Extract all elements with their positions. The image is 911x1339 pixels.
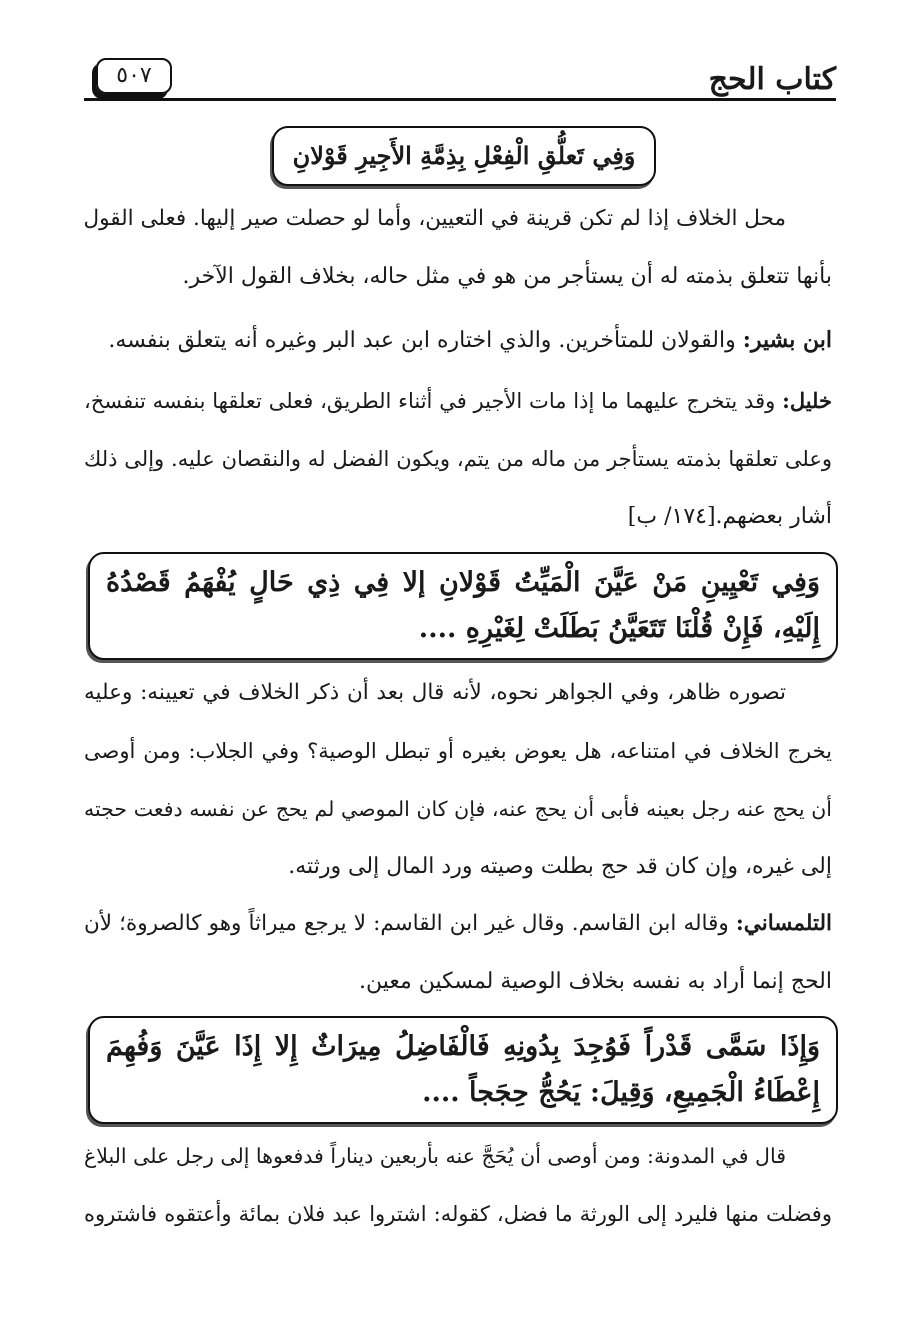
text-span: والقولان للمتأخرين. والذي اختاره ابن عبد البر وغيره أنه يتعلق بنفسه. [108,328,743,353]
verse-line: وَفِي تَعلُّقِ الْفِعْلِ بِذِمَّةِ الأَجِيرِ قَوْلانِ [292,141,636,170]
commentary-paragraph-2 [84,311,832,369]
verse-line: إِلَيْهِ، فَإِنْ قُلْنَا تَتَعَيَّنُ بَطَلَتْ لِغَيْرِهِ .... [418,613,820,644]
text-line: وعلى تعلقها بذمته يستأجر من ماله من يتم، ويكون الفضل له والنقصان عليه. وإلى ذلك [84,447,832,471]
speaker-label: التلمساني: [735,911,832,936]
verse-line: إِعْطَاءُ الْجَمِيعِ، وَقِيلَ: يَحُجُّ حِجَجاً .... [422,1077,820,1108]
text-line: بأنها تتعلق بذمته له أن يستأجر من هو في مثل حاله، بخلاف القول الآخر. [182,264,832,289]
verse-line: وَفِي تَعْيِينِ مَنْ عَيَّنَ الْمَيِّتُ قَوْلانِ إلا فِي ذِي حَالٍ يُفْهَمُ قَصْدُهُ [106,567,820,598]
header-rule [84,98,836,101]
text-line: أن يحج عنه رجل بعينه فأبى أن يحج عنه، فإن كان الموصي لم يحج عن نفسه دفعت حجته [84,797,832,821]
text-line: وفضلت منها فليرد إلى الورثة ما فضل، كقوله: اشتروا عبد فلان بمائة وأعتقوه فاشتروه [84,1202,832,1226]
verse-box-1 [272,126,656,186]
text-line: أشار بعضهم.[١٧٤/ ب] [627,504,832,529]
page-header [84,52,836,106]
speaker-label: خليل: [782,388,832,413]
text-line: محل الخلاف إذا لم تكن قرينة في التعيين، وأما لو حصلت صير إليها. فعلى القول [83,206,786,231]
commentary-paragraph-3 [84,372,832,546]
text-line [84,895,832,953]
text-line [84,311,832,369]
page-number: ٥٠٧ [96,58,172,94]
commentary-paragraph-5 [84,895,832,1011]
speaker-label: ابن بشير: [742,327,832,353]
verse-line: وَإِذَا سَمَّى قَدْراً فَوُجِدَ بِدُونِهِ فَالْفَاضِلُ مِيرَاثٌ إِلا إِذَا عَيَّنَ وَفُهِمَ [106,1031,820,1062]
text-line: إلى غيره، وإن كان قد حج بطلت وصيته ورد المال إلى ورثته. [288,854,832,879]
commentary-paragraph-1 [84,190,832,306]
text-span: وقد يتخرج عليهما ما إذا مات الأجير في أثناء الطريق، فعلى تعلقها بنفسه تنفسخ، [84,389,783,413]
text-span: وقاله ابن القاسم. وقال غير ابن القاسم: لا يرجع ميراثاً وهو كالصروة؛ لأن [84,911,736,936]
verse-box-3 [88,1016,838,1124]
commentary-paragraph-6 [84,1127,832,1243]
text-line: يخرج الخلاف في امتناعه، هل يعوض بغيره أو تبطل الوصية؟ وفي الجلاب: ومن أوصى [84,739,832,763]
text-line: قال في المدونة: ومن أوصى أن يُحَجَّ عنه بأربعين ديناراً فدفعوها إلى رجل على البلاغ [84,1144,786,1168]
book-title: كتاب الحج [708,62,836,97]
commentary-paragraph-4 [84,664,832,896]
text-line: الحج إنما أراد به نفسه بخلاف الوصية لمسكين معين. [359,969,832,994]
text-line: تصوره ظاهر، وفي الجواهر نحوه، لأنه قال بعد أن ذكر الخلاف في تعيينه: وعليه [84,680,786,705]
verse-box-2 [88,552,838,660]
text-line [84,372,832,430]
